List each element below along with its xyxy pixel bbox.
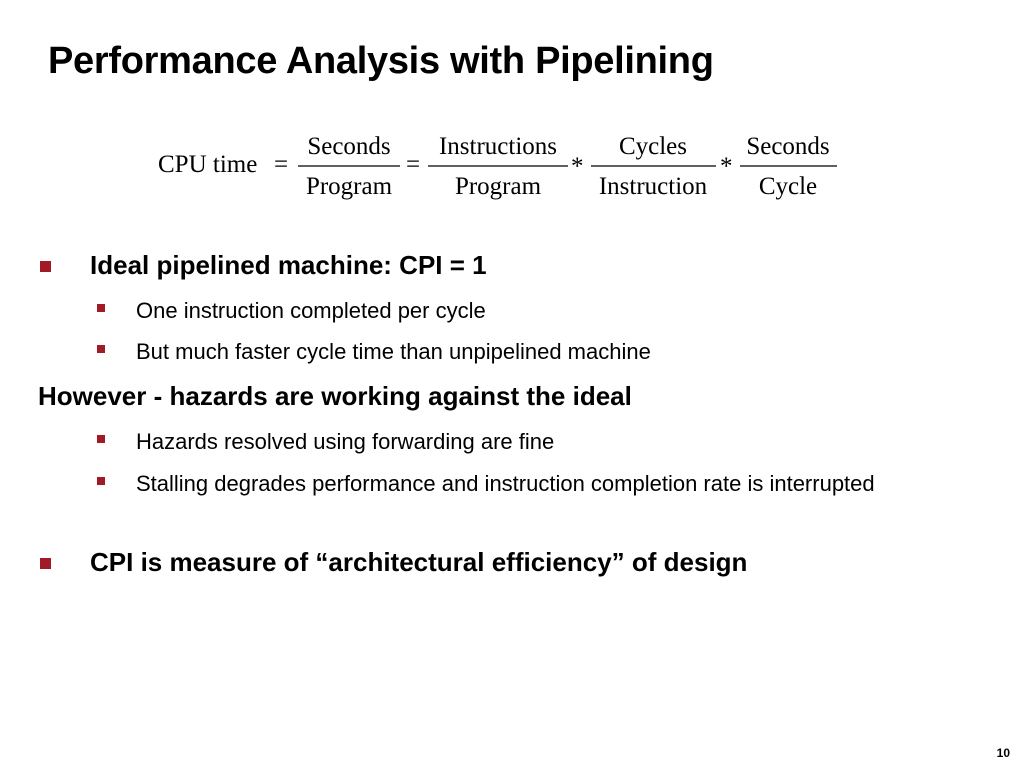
formula-multiply-2: * <box>720 153 733 180</box>
sub-bullet-text: Stalling degrades performance and instruction completion rate is interrupted <box>136 471 875 496</box>
sub-bullet-text: One instruction completed per cycle <box>136 298 486 323</box>
formula-equals-1: = <box>274 151 289 178</box>
square-bullet-icon <box>97 477 105 485</box>
fraction-4-numerator: Seconds <box>746 133 830 160</box>
bullet-text: Ideal pipelined machine: CPI = 1 <box>90 250 487 280</box>
formula-svg <box>150 126 850 206</box>
square-bullet-icon <box>97 345 105 353</box>
fraction-2-numerator: Instructions <box>438 133 558 160</box>
slide-title: Performance Analysis with Pipelining <box>48 40 714 82</box>
section-heading-hazards: However - hazards are working against the ideal <box>38 381 632 411</box>
fraction-3-numerator: Cycles <box>618 133 688 160</box>
square-bullet-icon <box>97 304 105 312</box>
fraction-4-denominator: Cycle <box>758 173 818 200</box>
formula-equals-2: = <box>406 151 421 178</box>
formula-lhs: CPU time <box>158 151 258 178</box>
square-bullet-icon <box>40 558 51 569</box>
fraction-1-numerator: Seconds <box>307 133 391 160</box>
fraction-2-denominator: Program <box>454 173 542 200</box>
sub-bullet-text: But much faster cycle time than unpipelined machine <box>136 339 651 364</box>
sub-bullet-text: Hazards resolved using forwarding are fine <box>136 429 555 454</box>
formula-multiply-1: * <box>571 153 584 180</box>
square-bullet-icon <box>40 261 51 272</box>
fraction-3-denominator: Instruction <box>598 173 708 200</box>
page-number: 10 <box>996 746 1010 760</box>
fraction-1-denominator: Program <box>305 173 393 200</box>
square-bullet-icon <box>97 435 105 443</box>
bullet-text: CPI is measure of “architectural efficiency” of design <box>90 547 748 577</box>
cpu-time-formula <box>150 126 850 206</box>
